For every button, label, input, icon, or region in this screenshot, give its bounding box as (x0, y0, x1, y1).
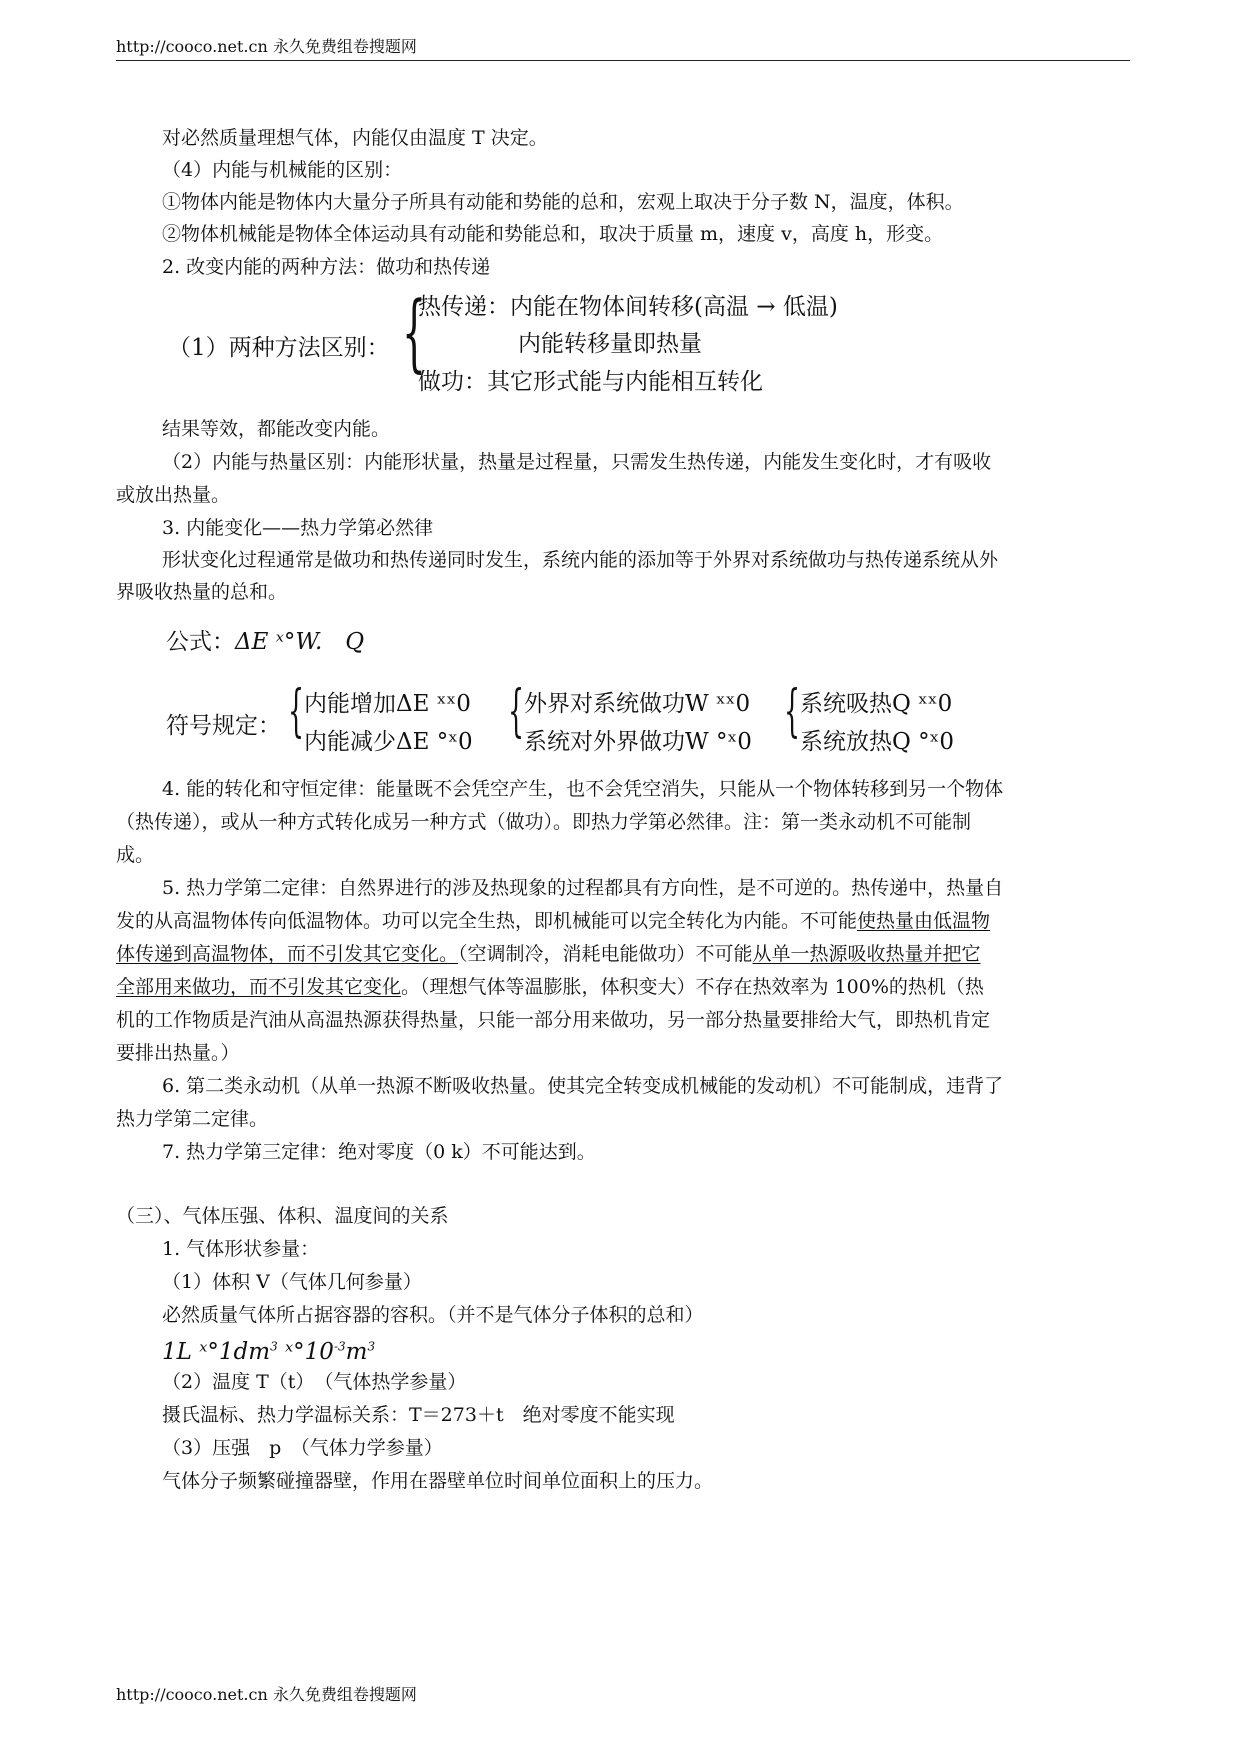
text-line: 2. 改变内能的两种方法：做功和热传递 (162, 256, 491, 278)
text-line: （1）体积 V（气体几何参量） (162, 1271, 422, 1293)
text-line: 或放出热量。 (116, 484, 231, 506)
page-header (116, 34, 417, 57)
brace-symbol: { (288, 679, 305, 744)
sign-internal-increase: 内能增加ΔE ˣˣ0 (304, 691, 471, 717)
text-line: ②物体机械能是物体全体运动具有动能和势能总和，取决于质量 m，速度 v，高度 h，形变。 (162, 223, 944, 245)
page-footer (116, 1682, 417, 1705)
text-line (116, 909, 990, 934)
text-line: （2）内能与热量区别：内能形状量，热量是过程量，只需发生热传递，内能发生变化时，才有吸收 (162, 451, 992, 473)
text-line: 机的工作物质是汽油从高温热源获得热量，只能一部分用来做功，另一部分热量要排给大气，即热机肯定 (116, 1009, 991, 1031)
underlined-segment: 使热量由低温物 (857, 910, 991, 932)
text-line: （热传递），或从一种方式转化成另一种方式（做功）。即热力学第必然律。注：第一类永动机不可能制 (116, 811, 972, 833)
formula-label: 公式： (166, 629, 235, 655)
text-line: 7. 热力学第三定律：绝对零度（0 k）不可能达到。 (162, 1141, 596, 1163)
text-line: （2）温度 T（t） （气体热学参量） (162, 1371, 467, 1393)
brace-symbol: { (784, 679, 801, 744)
text-line: （4）内能与机械能的区别： (162, 159, 403, 181)
footer-url: http://cooco.net.cn (116, 1685, 268, 1704)
methods-row-1: 热传递：内能在物体间转移(高温 → 低温) (418, 294, 838, 320)
text-line (116, 942, 981, 967)
formula-expression: ΔE ˣ°W. Q (235, 629, 365, 655)
underlined-segment: 从单一热源吸收热量并把它 (752, 943, 981, 965)
text-line: 对必然质量理想气体，内能仅由温度 T 决定。 (162, 127, 548, 149)
text-line (116, 975, 984, 1000)
text-line: 要排出热量。） (116, 1042, 240, 1064)
unit-part: 1L ˣ°1dm (162, 1339, 271, 1365)
header-url: http://cooco.net.cn (116, 37, 268, 56)
sign-release-heat: 系统放热Q °ˣ0 (800, 729, 955, 755)
underlined-segment: 体传递到高温物体，而不引发其它变化。 (116, 943, 459, 965)
header-rule (116, 60, 1130, 61)
sign-absorb-heat: 系统吸热Q ˣˣ0 (800, 691, 953, 717)
unit-exponent: 3 (367, 1339, 376, 1354)
methods-row-2: 内能转移量即热量 (518, 331, 702, 357)
sign-internal-decrease: 内能减少ΔE °ˣ0 (304, 729, 473, 755)
unit-part: ˣ°10 (277, 1339, 334, 1365)
unit-exponent: 3 (270, 1339, 278, 1354)
text-line: 结果等效，都能改变内能。 (162, 418, 391, 440)
formula (166, 628, 364, 658)
text-line: 4. 能的转化和守恒定律：能量既不会凭空产生，也不会凭空消失，只能从一个物体转移到另一个物体 (162, 778, 1004, 800)
text-line: 6. 第二类永动机（从单一热源不断吸收热量。使其完全转变成机械能的发动机）不可能制成，违背了 (162, 1075, 1004, 1097)
text-line: 1. 气体形状参量： (162, 1238, 320, 1260)
methods-row-3: 做功：其它形式能与内能相互转化 (418, 369, 763, 395)
text-segment: （空调制冷，消耗电能做功）不可能 (458, 943, 753, 965)
brace-symbol: { (402, 283, 427, 381)
unit-part: m (345, 1339, 368, 1365)
text-line: （3）压强 p （气体力学参量） (162, 1437, 443, 1459)
text-line: 界吸收热量的总和。 (116, 581, 288, 603)
unit-exponent: -3 (333, 1339, 346, 1354)
sign-work-on-system: 外界对系统做功W ˣˣ0 (524, 691, 751, 717)
text-line: 摄氏温标、热力学温标关系：T＝273＋t 绝对零度不能实现 (162, 1404, 675, 1426)
signs-label: 符号规定： (166, 713, 281, 739)
text-line: 3. 内能变化——热力学第必然律 (162, 517, 434, 539)
text-line: 必然质量气体所占据容器的容积。（并不是气体分子体积的总和） (162, 1304, 704, 1326)
unit-conversion-formula (162, 1338, 375, 1368)
text-line: 热力学第二定律。 (116, 1108, 269, 1130)
text-line: 气体分子频繁碰撞器壁，作用在器壁单位时间单位面积上的压力。 (162, 1470, 714, 1492)
brace-symbol: { (508, 679, 525, 744)
text-line: 5. 热力学第二定律：自然界进行的涉及热现象的过程都具有方向性，是不可逆的。热传递中，热量自 (162, 877, 1004, 899)
sign-work-by-system: 系统对外界做功W °ˣ0 (524, 729, 752, 755)
section-heading: （三）、气体压强、体积、温度间的关系 (116, 1205, 449, 1227)
text-line: 成。 (116, 844, 155, 866)
footer-tagline: 永久免费组卷搜题网 (272, 1685, 417, 1704)
text-line: 形状变化过程通常是做功和热传递同时发生，系统内能的添加等于外界对系统做功与热传递系统从外 (162, 549, 999, 571)
text-segment: 。（理想气体等温膨胀，体积变大）不存在热效率为 100%的热机（热 (401, 976, 984, 998)
header-tagline: 永久免费组卷搜题网 (272, 37, 417, 56)
underlined-segment: 全部用来做功，而不引发其它变化 (116, 976, 402, 998)
text-line: ①物体内能是物体内大量分子所具有动能和势能的总和，宏观上取决于分子数 N，温度，体积。 (162, 191, 964, 213)
methods-label: （1）两种方法区别： (168, 335, 390, 361)
text-segment: 发的从高温物体传向低温物体。功可以完全生热，即机械能可以完全转化为内能。不可能 (116, 910, 858, 932)
